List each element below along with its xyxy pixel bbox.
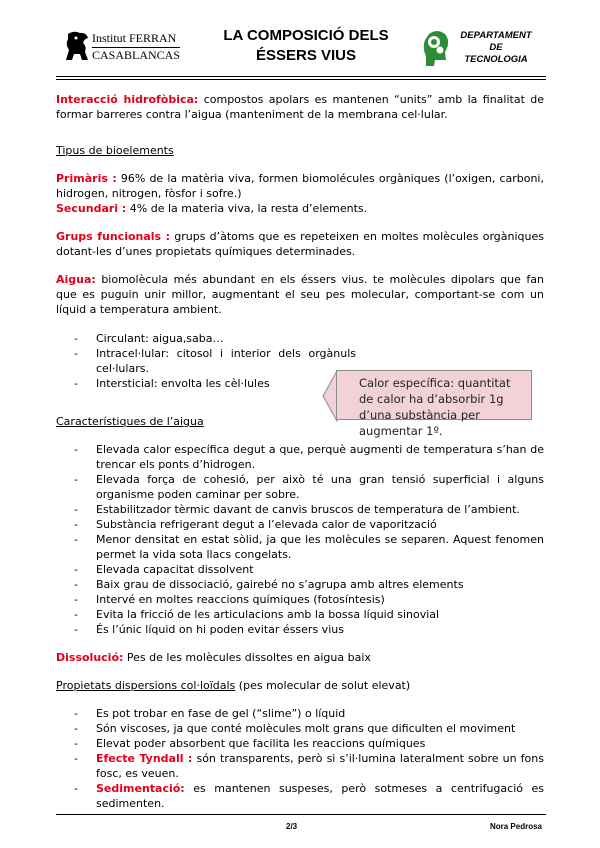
page-header [56, 20, 546, 76]
document-body [56, 92, 544, 811]
caracteristiques-heading: Característiques de l’aigua [56, 415, 204, 428]
intro-term: Interacció hidrofòbica: [56, 93, 199, 106]
intro-paragraph [56, 92, 544, 122]
title-line1: LA COMPOSICIÓ DELS [223, 27, 389, 44]
list-item: - Intervé en moltes reaccions químiques (fotosíntesis) [96, 592, 544, 607]
aigua-paragraph: Aigua: biomolècula més abundant en els éssers vius. te molècules dipolars que fan que es puguin unir millor, augmentant el seu pes molecular, comportant-se com un líquid a temperatura ambient. [56, 273, 544, 316]
dept-line3: TECNOLOGIA [464, 54, 528, 65]
callout-note: Calor específica: quantitat de calor ha d’absorbir 1g d’una substància per augmentar 1º. [336, 370, 532, 420]
footer-divider [56, 814, 546, 815]
list-item: - Elevada força de cohesió, per això té una gran tensió superficial i alguns organisme poden caminar per sobre. [96, 472, 544, 502]
dispersions-list [56, 706, 544, 811]
list-item: - Evita la fricció de les articulacions amb la bossa líquid sinovial [96, 607, 544, 622]
list-item: - Elevada calor específica degut a que, perquè augmenti de temperatura s’han de trencar els ponts d’hidrogen. [96, 442, 544, 472]
secundari-paragraph: Secundari : 4% de la materia viva, la resta d’elements. [56, 202, 368, 215]
department-text [451, 30, 541, 66]
dispersions-heading: Propietats dispersions col·loïdals (pes molecular de solut elevat) [56, 679, 411, 692]
list-item: - Elevada capacitat dissolvent [96, 562, 544, 577]
list-item: - Intracel·lular: citosol i interior dels orgànuls cel·lulars. [96, 346, 356, 376]
aigua-list [56, 331, 356, 391]
author-name: Nora Pedrosa [489, 822, 542, 831]
intro-text: compostos apolars es mantenen “units” amb la finalitat de formar barreres contra l’aigua (manteniment de la membrana cel·lular. [56, 93, 544, 121]
list-item: - Es pot trobar en fase de gel (“slime”) o líquid [96, 706, 544, 721]
bioelements-heading: Tipus de bioelements [56, 144, 174, 157]
list-item: - Són viscoses, ja que conté molècules molt grans que dificulten el moviment [96, 721, 544, 736]
department-logo [421, 28, 546, 72]
list-item: - Intersticial: envolta les cèl·lules [96, 376, 356, 391]
gear-head-icon [421, 28, 451, 70]
list-item: - Circulant: aigua,saba… [96, 331, 356, 346]
list-item-sedimentacio: - Sedimentació: es mantenen suspeses, però sotmeses a centrifugació es sedimenten. [96, 781, 544, 811]
page-number: 2/3 [286, 822, 298, 831]
caracteristiques-list [56, 442, 544, 637]
grups-paragraph: Grups funcionals : grups d’àtoms que es repeteixen en moltes molècules orgàniques dotant-les d’unes propietats químiques determinades. [56, 230, 544, 258]
lion-logo-icon [64, 30, 90, 64]
dept-line2: DE [489, 42, 503, 53]
header-divider [56, 76, 546, 77]
dissolucio-paragraph: Dissolució: Pes de les molècules dissoltes en aigua baix [56, 651, 371, 664]
list-item: - Baix grau de dissociació, gairebé no s’agrupa amb altres elements [96, 577, 544, 592]
page-title [206, 26, 406, 66]
list-item: - Elevat poder absorbent que facilita les reaccions químiques [96, 736, 544, 751]
logo-line1: Institut FERRAN [92, 31, 177, 45]
title-line2: ÉSSERS VIUS [255, 47, 357, 64]
list-item: - És l’únic líquid on hi poden evitar éssers vius [96, 622, 544, 637]
list-item: - Menor densitat en estat sòlid, ja que les molècules se separen. Aquest fenomen permet la vida sota llacs congelats. [96, 532, 544, 562]
header-divider-2 [56, 79, 546, 80]
list-item-tyndall: - Efecte Tyndall : són transparents, però si s’il·lumina lateralment sobre un fons fosc, es veuen. [96, 751, 544, 781]
logo-line2: CASABLANCAS [92, 48, 181, 62]
list-item: - Estabilitzador tèrmic davant de canvis bruscos de temperatura de l’ambient. [96, 502, 544, 517]
primaris-paragraph: Primàris : 96% de la matèria viva, formen biomolécules orgàniques (l’oxigen, carboni, hidrogen, nitrogen, fòsfor i sofre.) [56, 172, 544, 200]
dept-line1: DEPARTAMENT [460, 30, 532, 41]
list-item: - Substància refrigerant degut a l’elevada calor de vaporització [96, 517, 544, 532]
school-logo [64, 26, 194, 70]
